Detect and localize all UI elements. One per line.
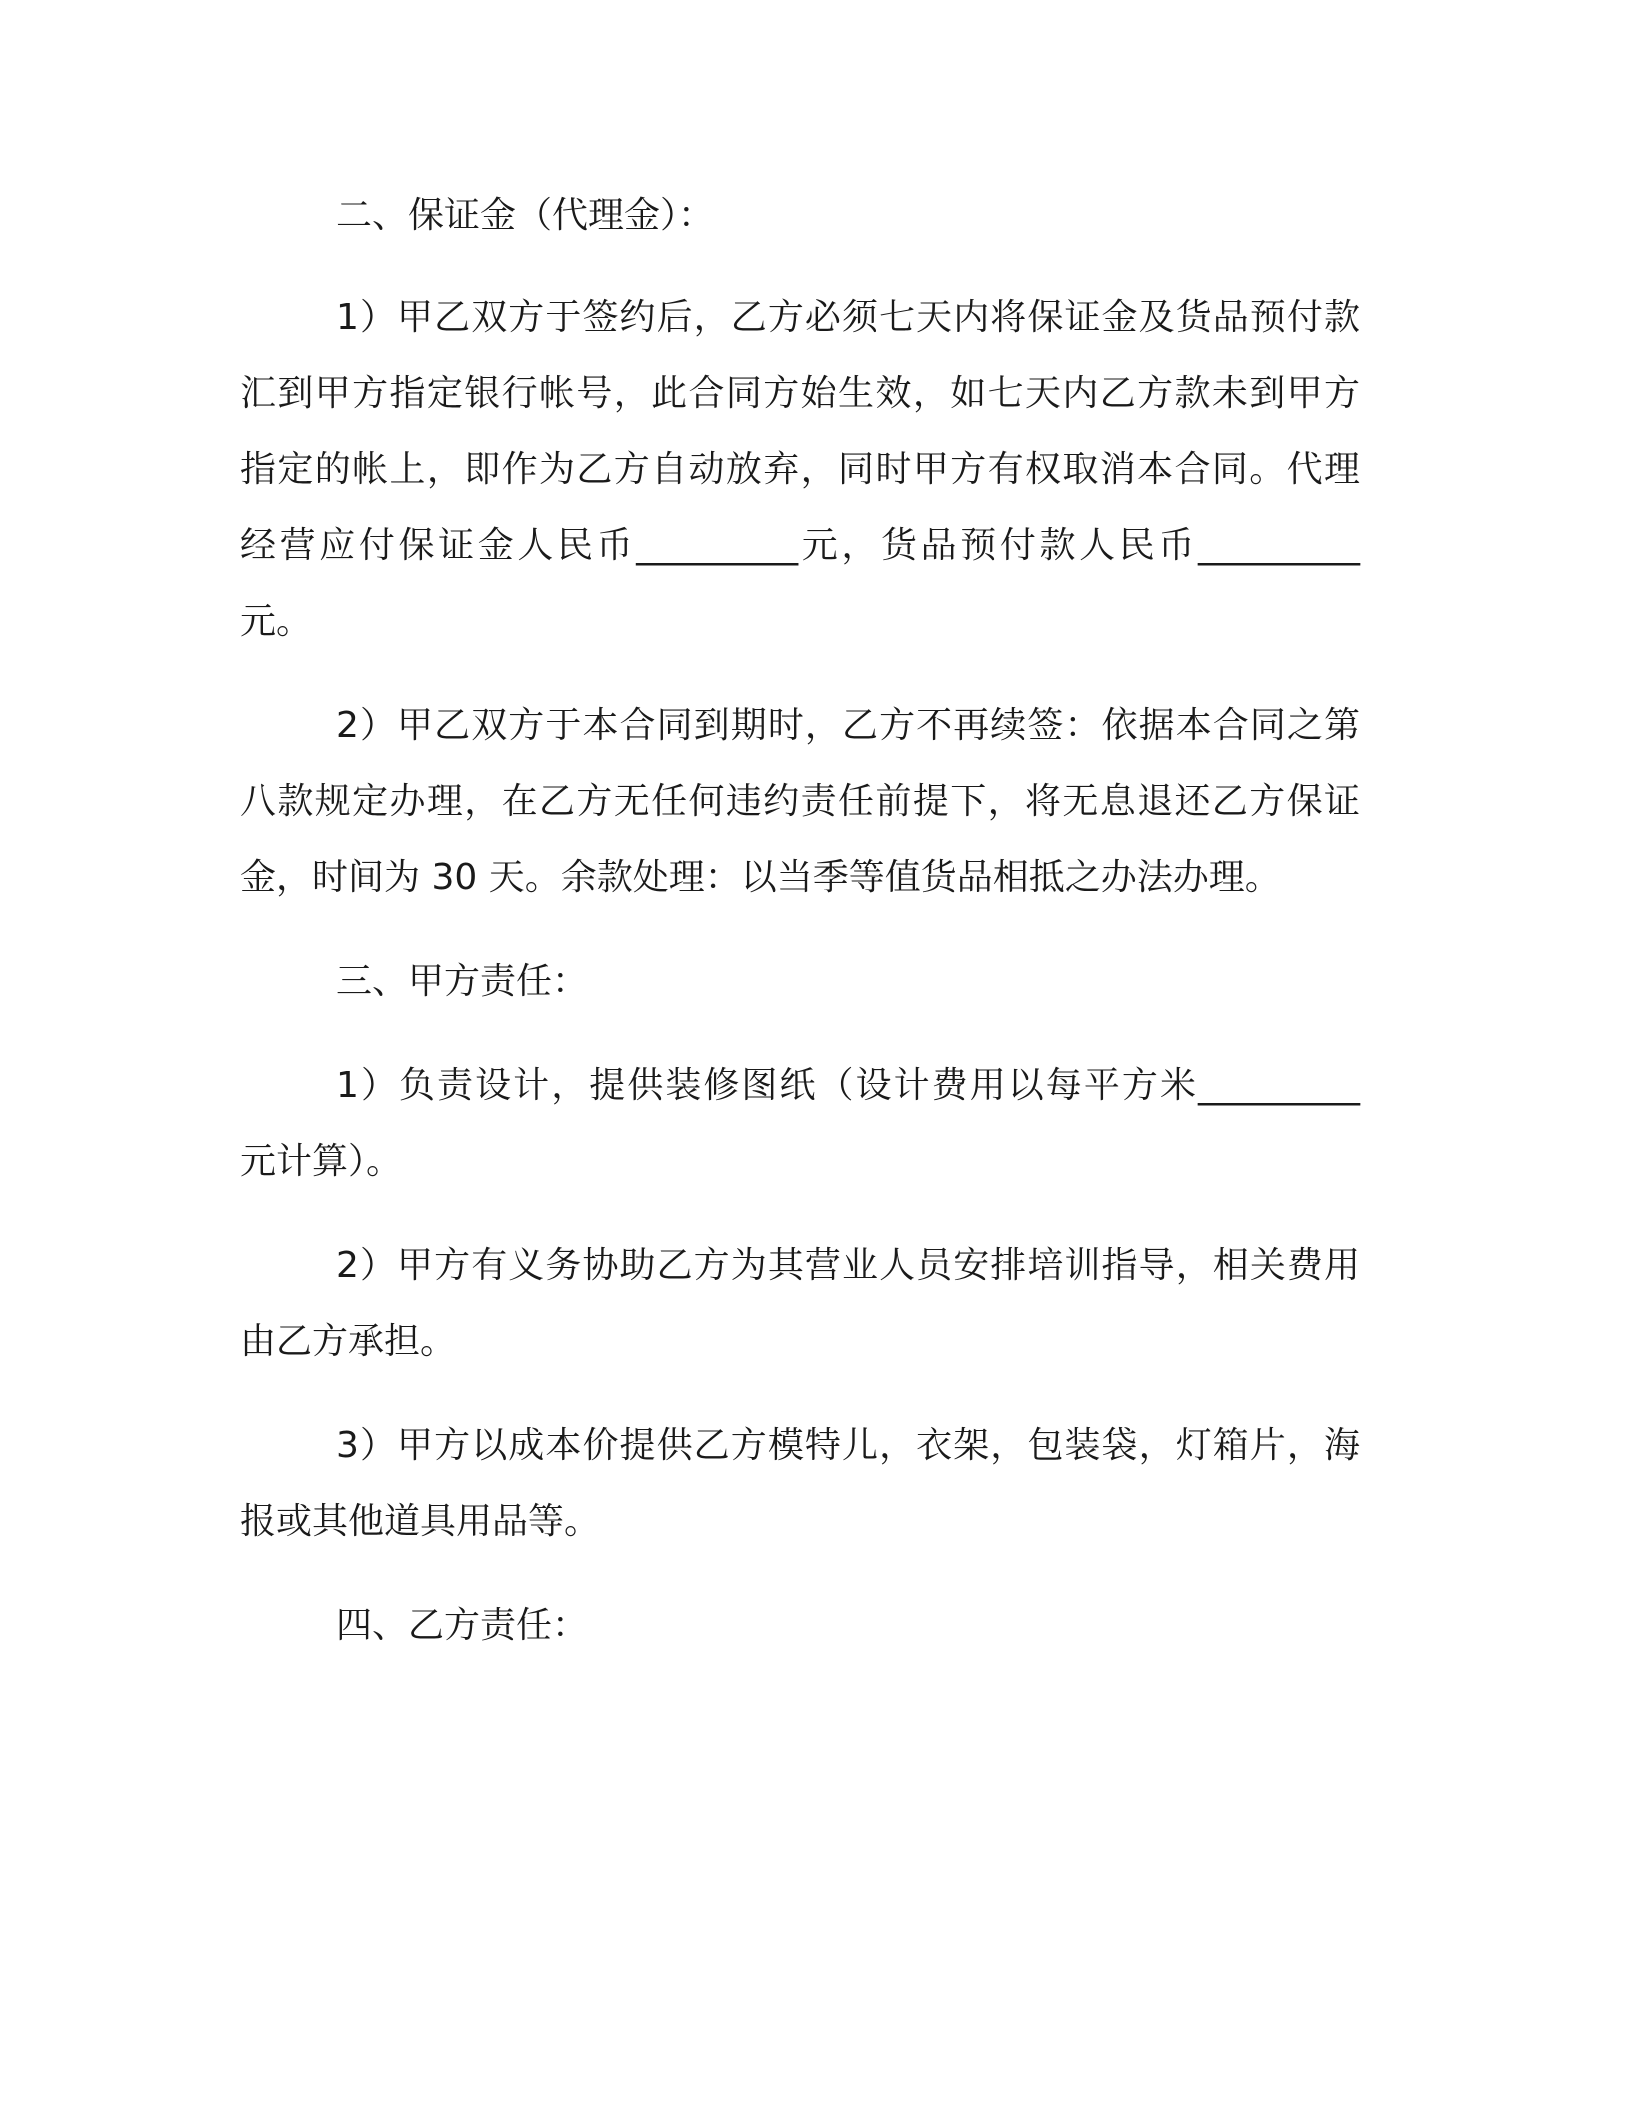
text-line: 汇到甲方指定银行帐号，此合同方始生效，如七天内乙方款未到甲方 — [240, 373, 1360, 414]
paragraph-party-a-3 — [240, 1422, 1360, 1546]
text-line: 1）负责设计，提供装修图纸（设计费用以每平方米_________ — [336, 1065, 1360, 1106]
text-line: 元。 — [240, 601, 313, 642]
text-line: 指定的帐上，即作为乙方自动放弃，同时甲方有权取消本合同。代理 — [240, 449, 1360, 490]
section-heading-party-b: 四、乙方责任： — [336, 1605, 589, 1646]
section-heading-party-a: 三、甲方责任： — [336, 961, 589, 1002]
text-line: 2）甲方有义务协助乙方为其营业人员安排培训指导，相关费用 — [336, 1245, 1360, 1286]
paragraph-deposit-2 — [240, 702, 1360, 902]
text-line: 八款规定办理，在乙方无任何违约责任前提下，将无息退还乙方保证 — [240, 781, 1360, 822]
text-line: 由乙方承担。 — [240, 1321, 457, 1362]
text-line: 2）甲乙双方于本合同到期时，乙方不再续签：依据本合同之第 — [336, 705, 1360, 746]
paragraph-deposit-1 — [240, 294, 1360, 646]
text-line: 1）甲乙双方于签约后，乙方必须七天内将保证金及货品预付款 — [336, 297, 1360, 338]
text-line: 经营应付保证金人民币_________元，货品预付款人民币_________ — [240, 525, 1360, 566]
text-line: 元计算）。 — [240, 1141, 403, 1182]
text-line: 3）甲方以成本价提供乙方模特儿，衣架，包装袋，灯箱片，海 — [336, 1425, 1360, 1466]
text-line: 金，时间为 30 天。余款处理：以当季等值货品相抵之办法办理。 — [240, 857, 1281, 898]
paragraph-party-a-2 — [240, 1242, 1360, 1366]
paragraph-party-a-1 — [240, 1062, 1360, 1186]
text-line: 报或其他道具用品等。 — [240, 1501, 601, 1542]
document-body — [240, 192, 1360, 1650]
section-heading-deposit: 二、保证金（代理金）： — [336, 195, 715, 236]
